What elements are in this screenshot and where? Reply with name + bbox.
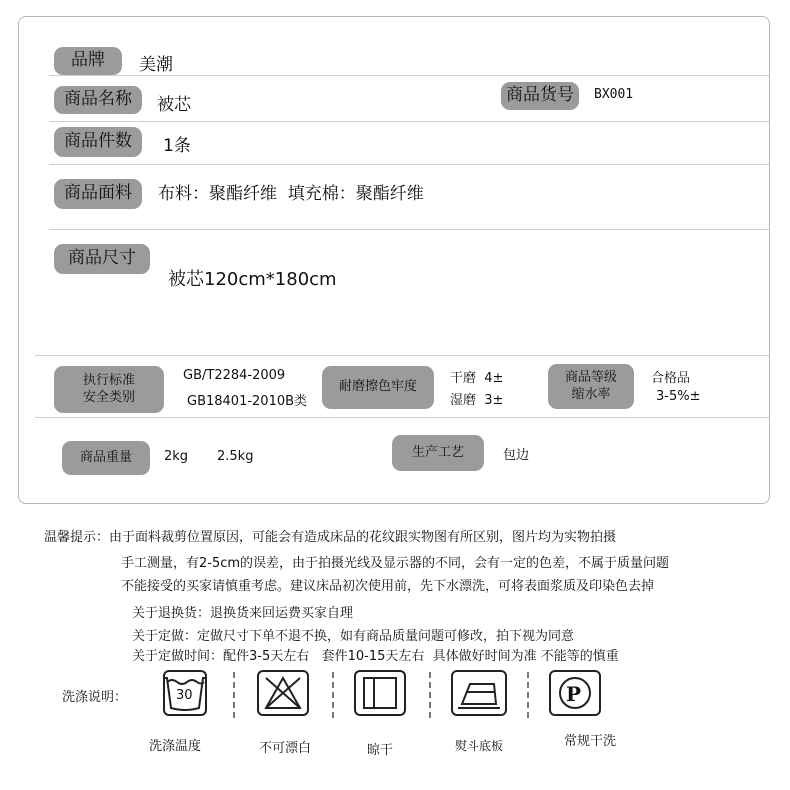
standard-label-line1: 执行标准 — [82, 373, 135, 389]
caption-dry: 晾干 — [366, 743, 393, 758]
grade-value: 合格品 — [651, 371, 691, 386]
process-label: 生产工艺 — [392, 435, 484, 471]
caption-no-bleach: 不可漂白 — [258, 741, 311, 756]
fabric-value: 布料：聚酯纤维 填充棉：聚酯纤维 — [158, 184, 424, 204]
notes-line-2: 手工测量，有2-5cm的误差，由于拍摄光线及显示器的不同，会有一定的色差，不属于质量问题 — [121, 556, 670, 571]
sku-label: 商品货号 — [501, 82, 579, 110]
standard-label-line2: 安全类别 — [82, 389, 135, 405]
caption-dry-clean: 常规干洗 — [563, 734, 616, 749]
grade-label-line1: 商品等级 — [564, 370, 617, 386]
caption-wash: 洗涤温度 — [148, 739, 201, 754]
dry-icon — [353, 670, 407, 716]
standard-label — [54, 366, 164, 413]
fastness-label: 耐磨擦色牢度 — [322, 366, 434, 409]
weight-label: 商品重量 — [62, 441, 150, 475]
grade-label-line2: 缩水率 — [571, 386, 611, 402]
brand-label: 品牌 — [54, 47, 122, 75]
grade-label — [548, 364, 634, 409]
shrink-value: 3-5%± — [656, 389, 701, 404]
size-label: 商品尺寸 — [54, 244, 150, 274]
no-bleach-icon — [256, 670, 310, 716]
separator — [233, 672, 235, 718]
wash-label: 洗涤说明： — [62, 690, 128, 705]
brand-value: 美潮 — [139, 55, 173, 75]
count-label: 商品件数 — [54, 127, 142, 157]
weight-value-2: 2.5kg — [217, 449, 254, 464]
fabric-label: 商品面料 — [54, 179, 142, 209]
name-label: 商品名称 — [54, 86, 142, 114]
caption-iron: 熨斗底板 — [454, 739, 503, 753]
notes-line-5: 关于定做：定做尺寸下单不退不换，如有商品质量问题可修改，拍下视为同意 — [132, 629, 575, 644]
standard-value-1: GB/T2284-2009 — [183, 368, 286, 383]
weight-value-1: 2kg — [164, 449, 189, 464]
separator — [429, 672, 431, 718]
fastness-wet: 湿磨 3± — [450, 393, 504, 408]
separator — [332, 672, 334, 718]
process-value: 包边 — [503, 448, 530, 463]
size-value: 被芯120cm*180cm — [168, 269, 337, 290]
wash-temp: 30 — [176, 688, 193, 703]
row-divider — [49, 121, 769, 122]
row-divider — [35, 355, 769, 356]
notes-line-3: 不能接受的买家请慎重考虑。建议床品初次使用前，先下水漂洗，可将表面浆质及印染色去掉 — [121, 579, 655, 594]
sku-value: BX001 — [594, 87, 634, 102]
notes-line-4: 关于退换货：退换货来回运费买家自理 — [132, 606, 354, 621]
standard-value-2: GB18401-2010B类 — [187, 394, 308, 409]
row-divider — [49, 164, 769, 165]
row-divider — [35, 417, 769, 418]
notes-line-6: 关于定做时间：配件3-5天左右 套件10-15天左右 具体做好时间为准 不能等的慎重 — [132, 649, 619, 664]
count-value: 1条 — [163, 136, 191, 156]
row-divider — [49, 75, 769, 76]
iron-icon — [450, 670, 508, 716]
name-value: 被芯 — [157, 95, 191, 115]
separator — [527, 672, 529, 718]
fastness-dry: 干磨 4± — [450, 371, 504, 386]
row-divider — [49, 229, 769, 230]
notes-line-1: 温馨提示：由于面料裁剪位置原因，可能会有造成床品的花纹跟实物图有所区别，图片均为实物拍摄 — [44, 530, 617, 545]
dry-clean-letter: P — [566, 682, 582, 706]
